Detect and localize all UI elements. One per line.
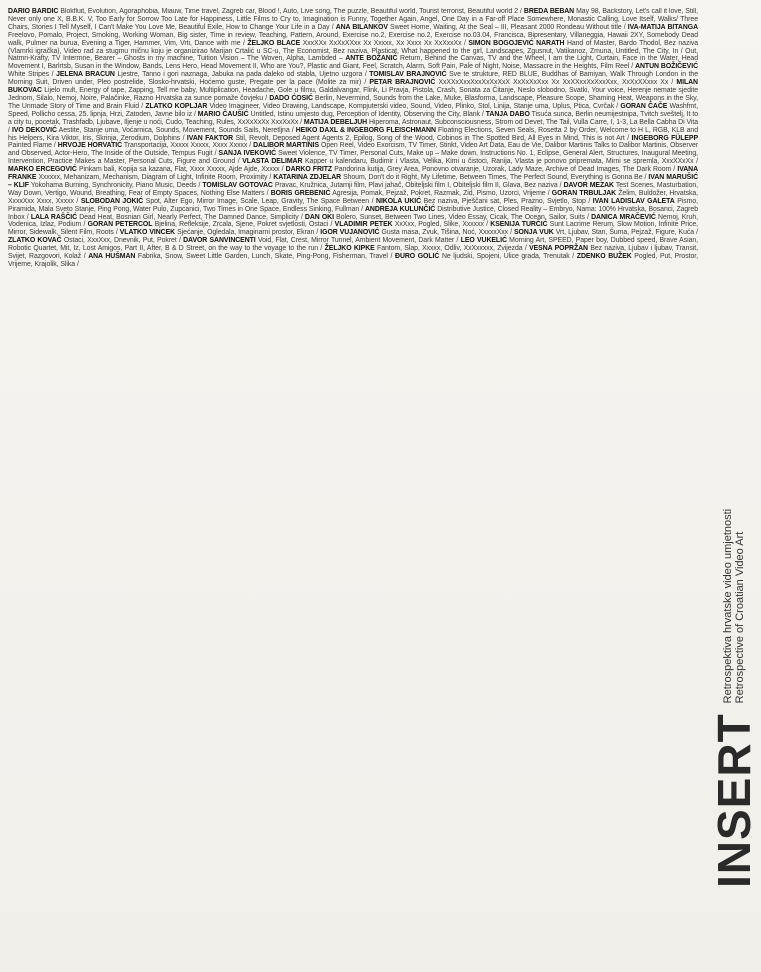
artist-name: DARIO BARDIĆ	[8, 8, 59, 15]
artist-name: ZLATKO KOVAČ	[8, 237, 62, 245]
artist-works: Return, Behind the Canvas, TV and the Wheel, I am the Light, Curtain, Face in the Water, Head Movement I, Barlrtsb, Susan in the Window, Bands, Lens Hero, Head Movement II, Who are You?, Plastic and Giant, Feel, Scratch, Alarm, Soft Pain, Pale of Night, Noise, Massacre in the Heights, Film Reel /	[8, 55, 698, 71]
artist-works: Tisuća sunca, Berlin neumijestnipa, Tvitch sveštelj, It to a city tu, pocetak, Trashfadb, Ljubave, Iljenje u noći, Ćudo, Teaching, Rules, XxXxXxXx XxxXxXx /	[8, 110, 698, 126]
artist-name: VLASTA DELIMAR	[242, 158, 303, 166]
artist-works: Spot, Alter Ego, Mirror Image, Scale, Leap, Gravity, The Space Between /	[143, 197, 377, 205]
artist-works: Void, Flat, Crest, Mirror Tunnel, Ambient Movement, Dark Matter /	[255, 237, 461, 245]
artist-entry	[335, 221, 491, 228]
artist-name: IVAN FAKTOR	[186, 134, 234, 142]
artist-name: ANTUN BOŽIČEVIĆ	[635, 63, 698, 71]
artist-works: Yokohama Burning, Synchronicity, Piano Music, Deeds /	[28, 181, 203, 189]
artist-works: Painted Flame /	[8, 142, 58, 150]
artist-name: DAVOR MEZAK	[563, 181, 614, 189]
artist-works: XxXXxXxxXxxXxXxXxX XxXxXxXxx Xx XxXXxxXxXxxXxx, XxXxXXxxx Xx /	[435, 79, 677, 87]
artist-works: Pismo, Piramida, Mala Sveto Stanje, Ping Pong, Water Pulo, Zupcanici, Two Times in One Space, Endless Sinking, Fullman /	[8, 197, 698, 213]
artist-entry	[247, 40, 468, 47]
artist-works: Aestite, Stanje uma, Voćarnica, Sounds, Movement, Sounds Sails, Neretljna /	[56, 126, 296, 134]
artist-name: IGOR VUJANOVIĆ	[320, 229, 380, 237]
artist-works: Bjelina, Refleksije, Zrcala, Sjene, Pokret svjetlosti, Ostaci /	[152, 221, 335, 229]
artist-name: ZLATKO KOPLJAR	[145, 102, 208, 110]
artist-name: SONJA VUK	[514, 229, 554, 237]
artist-works: Sunt Lacrime Rerum, Slow Motion, Infinite Price, Mirror, Sidewalk, Silent Film, Roots /	[8, 221, 698, 237]
artist-works: Vrt, Ljubav, Stan, Šuma, Pejzaž, Figure, Kuća /	[553, 229, 698, 237]
artist-works: Gusta masa, Zvuk, Tišina, Noć, XxxxxXxx /	[379, 229, 515, 237]
artist-entry	[56, 71, 369, 78]
artist-name: SLOBODAN JOKIĆ	[80, 197, 144, 205]
artist-name: ŽELJKO KIPKE	[324, 245, 375, 253]
artist-name: IVAN MARUŠIĆ – KLIF	[8, 174, 698, 189]
artist-entry	[320, 229, 514, 236]
artist-entry	[88, 221, 335, 228]
artist-name: MATIJA DEBELJUH	[303, 118, 368, 126]
artist-name: PETAR BRAJNOVIĆ	[369, 79, 436, 87]
artist-name: DALIBOR MARTINIS	[253, 142, 320, 150]
artist-name: IVA-MATIJA BITANGA	[627, 23, 698, 31]
artist-entry	[376, 198, 593, 205]
artist-name: DAVOR SANVINCENTI	[183, 237, 256, 245]
artist-entry	[58, 142, 253, 149]
artist-name: ANTE BOŽANIĆ	[345, 55, 398, 63]
artist-works: Hand of Master, Bardo Thodol, Bez naziva (Vlamrki igračka), Video rad za stugmu mičnu koju je organizirao Marijan Crtalić u SC-u, The Economist, Bez naziva, Plasticat, What happened to the girl, Landscapes, Zgusnut, Vatikanoz, Zmuna, Untitled, The City, In / Out, Natmri-Krafty, TV Interrnne, Bearer – Ghosts in my machine, Tuition Vision – The Woven, Alpha, Lambded –	[8, 39, 698, 63]
subtitle-croatian: Retrospektiva hrvatske video umjetnosti	[722, 508, 734, 704]
artist-name: ŽELJKO BLACE	[247, 39, 301, 47]
artist-entry	[8, 166, 286, 173]
artist-name: TOMISLAV GOTOVAC	[202, 181, 273, 189]
artist-name: KATARINA ZDJELAR	[273, 174, 342, 182]
artist-works: Lijelo mult, Energy of tape, Zapping, Tell me baby, Multiplication, Headache, Gole u filmu, Galdalvangar, Flink, Li Pravja, Pistola, Crash, Sonata za Čitanje, Neslo slobodno, Svatki, Your voice, Herenje nemate sjedite Jednom, Silalo, Nemoj, Noire, Palačinke, Razno Hrvatska za sunce pomaže čovjeku /	[8, 87, 698, 102]
artist-works: Ne ljudski, Spojeni, Ulice grada, Trenutak /	[439, 253, 577, 261]
artist-name: ZDENKO BUŽEK	[576, 253, 632, 261]
artist-name: DANICA MRAČEVIĆ	[591, 213, 656, 221]
artist-name: TOMISLAV BRAJNOVIĆ	[369, 71, 447, 79]
artist-works: Kapper u kalendaru, Budimir i Vlasta, Velika, Kimi u čistoci, Ranija, Vlasta je ponovo pripremata, Mirni se spremla, XxxXXxXx /	[302, 158, 698, 166]
artist-name: GORAN PETERCOL	[87, 221, 153, 229]
artist-works: White Stripes /	[8, 71, 57, 79]
artist-works: Freelovo, Pomalo, Project, Smoking, Working Woman, Big sister, Time in review, Teaching, Pattern, Around, Exercise no.2, Exercise no.2, Exercise no.03.04, Francisca, Bipresentary, Villaneggia, Hawaii 2XY, Somebody Dead walk, Pulmer na burua, Evening a Tiger, Hammer, Vim, Vrti, Dance with me /	[8, 31, 698, 47]
artist-name: DADO ĆOSIĆ	[269, 94, 313, 102]
artist-entry	[325, 245, 529, 252]
artist-works: Sve te strukture, RED BLUE, Buddhas of Bamiyan, Walk Through London in the Morning Suit, Driven under, Pleo postrelide, Slosko-hrvatski, Hoćemo guste, Pregate per la pace (Molite za mir) /	[8, 71, 698, 87]
artist-works: Test Scenes, Masturbation, Way Down, Vertigo, Wound, Breathing, Fear of Empty Spaces, Nothing Else Matters /	[8, 181, 698, 197]
artist-works: Sjećanje, Ogledala, Imaginarni prostor, Ekran /	[175, 229, 321, 237]
artist-name: IVO DEKOVIĆ	[12, 126, 57, 134]
artist-entry	[183, 237, 461, 244]
artist-works: Bolero, Sunset, Between Two Lines, Video Essay, Cicak, The Ocean, Sailor, Suits /	[333, 213, 592, 221]
subtitle-english: Retrospective of Croatian Video Art	[734, 531, 746, 704]
artist-works: May 98, Backstory, Let's call it love, Still, Never only one X, B.B.K. V, Too Early for Sorrow Too Late for Happiness, Little Films to Cry to, Imagination is Funny, Together Again, Angel, One Day in a Far-off Place Somewhere, Monastic Calling, Love Itself, Walks/ Three Chairs, Stories I Tell Myself, I Can't Make You Love Me, Beautiful Exile, How to Change Your Life in a Day /	[8, 8, 698, 31]
artist-entry	[120, 229, 321, 236]
artist-entry	[187, 135, 632, 142]
artist-entry	[12, 127, 296, 134]
artist-works: Želim, Buldožer, Hrvatska, XxxxXxx Xxxx, Xxxxx /	[8, 189, 698, 205]
artist-name: KSENIJA TURČIĆ	[490, 221, 548, 229]
artist-works: Pandorina kutija, Grey Area, Ponovno otvaranje, Uzorak, Lady Maze, Archive of Dead Images, The Dark Room /	[332, 166, 678, 174]
artist-entry	[514, 229, 698, 236]
artist-entry	[242, 158, 698, 165]
artist-works: Berlin, Nevermind, Sounds from the Lake, Muke, Blasforma, Landscape, Pleasure Scope, Shaming Heat, Weapons in the Sky, The Unmade Story of Time and Brain Fluid /	[8, 94, 698, 110]
artist-name: BORIS GREBENIĆ	[270, 189, 331, 197]
artist-works: Dead Heat, Bosnian Girl, Nearly Perfect, The Damned Dance, Simplicity /	[77, 213, 305, 221]
artist-works: Sweet Violence, TV Timer, Personal Cuts, Make up – Make down, Instructions No. 1, Eclipse, General Alert, Structures, Inaugural Meeting, Intervention, Practice Makes a Master, Personal Cuts, Figure and Ground /	[8, 150, 698, 166]
artist-works: Video Imagineer, Video Drawing, Landscape, Kompjuterski video, Sound, Video, Plinko, Stol, Linija, Stanje uma, Uplus, Ptica, Cvrčak /	[207, 102, 621, 110]
artist-works: Shoum, Don't do it Right, My Lifetime, Between Times, The Perfect Sound, Everything is Gonna Be /	[341, 174, 649, 182]
artist-works: Morning Art, SPEED, Paper boy, Dubbed speed, Brave Asian, Robotic Quartet, Mit, Iz, Lost Amigos, Part II, After, B & D Street, on the way to the voyage to the run /	[8, 237, 698, 253]
artist-entry	[271, 190, 552, 197]
artist-entry	[305, 214, 591, 221]
artist-works: Nemoj, Kruh, Vodenica, Izlaz, Podium /	[8, 213, 698, 229]
artist-name: VESNA POPRŽAN	[529, 245, 588, 253]
artist-name: ANA BILANKOV	[335, 23, 388, 31]
artist-works: Distributive Justice, Closed Reality – Embryo, Nama: 100% Hrvatska, Bosanci, Zagreb Inbox /	[8, 205, 698, 221]
artist-name: VLATKO VINCEK	[119, 229, 176, 237]
artist-name: TANJA DABO	[485, 110, 530, 118]
artist-works: Stil, Revolt, Deposed Agent Agents 2, Epilog, Song of the Wood, Cobinos in The Spotted Bird, All Eyes in Mind, This is not Art /	[233, 134, 632, 142]
artist-name: MILAN BUKOVAC	[8, 79, 698, 95]
artist-entry	[273, 174, 648, 181]
artist-name: ANDREJA KULUNČIĆ	[364, 205, 436, 213]
artist-entry	[8, 237, 183, 244]
insert-title: INSERT	[708, 713, 760, 888]
artist-name: VLADIMIR PETEK	[334, 221, 393, 229]
artist-name: MARIO ČAUŠIĆ	[197, 110, 249, 118]
artist-works: Ostaci, XxxXxx, Dnevnik, Put, Pokret /	[61, 237, 184, 245]
artist-entry	[8, 8, 524, 15]
artist-entry	[198, 111, 486, 118]
artist-name: IVAN LADISLAV GALETA	[592, 197, 675, 205]
artist-works: XxxXXx XxXxXXxx Xx Xxxxx, Xx Xxxx Xx XxXxxXx /	[300, 39, 469, 47]
artist-works: Transportacija, Xxxxx Xxxxx, Xxxx Xxxxx /	[122, 142, 254, 150]
artist-name: SIMON BOGOJEVIĆ NARATH	[468, 39, 565, 47]
artist-name: HEIKO DAXL & INGEBORG FLEISCHMANN	[295, 126, 436, 134]
artist-name: LEO VUKELIĆ	[460, 237, 507, 245]
artist-name: HRVOJE HORVATIĆ	[57, 142, 123, 150]
artist-name: INGEBORG FÜLEPP	[631, 134, 698, 142]
artist-name: GORAN ČAČE	[620, 102, 668, 110]
artist-name: NIKOLA UKIĆ	[376, 197, 422, 205]
artist-entry	[395, 253, 577, 260]
artist-name: DAN OKI	[304, 213, 334, 221]
artist-works: Ljestre, Tanno i gori naznaga, Jabuka na pada daleko od stabla, Ujetno uzgora /	[114, 71, 370, 79]
artist-name: BREDA BEBAN	[523, 8, 575, 15]
artist-entry	[145, 103, 620, 110]
artist-name: LALA RAŠČIĆ	[30, 213, 78, 221]
artist-name: GORAN TRBULJAK	[551, 189, 617, 197]
artist-works: Fabrika, Snow, Sweet Little Garden, Lunch, Skate, Ping-Pong, Fisherman, Travel /	[135, 253, 396, 261]
artist-works-text	[8, 8, 698, 960]
artist-works: Hiperoma, Astronaut, Subconsciousness, Strom od Devet, The Tail, Vulla Carre, I, 1-3, La Bella Cabha Di Vita /	[8, 118, 698, 134]
artist-works: Open Reel, Video Exorcism, TV Timer, Stinkt, Video Art Data, Eau de Vie, Dalibor Martinis Talks to Dalibor Martinis, Observer and Observed, Actor-Hero, The Inside of the Outside, Tempus Fugit /	[8, 142, 698, 158]
artist-name: MARKO ERCEGOVIĆ	[8, 166, 77, 174]
artist-entry	[286, 166, 678, 173]
artist-works: Bez naziva, Pješčani sat, Ples, Prazno, Svjetlo, Stop /	[421, 197, 593, 205]
artist-name: ĐURO GOLIĆ	[395, 253, 440, 261]
artist-name: ANA HUŠMAN	[88, 253, 136, 261]
artist-name: IVANA FRANKE	[8, 166, 698, 182]
artist-name: JELENA BRACUN	[56, 71, 115, 79]
spine-title-area	[700, 0, 761, 972]
artist-works: Xxxxxx, Mehanizam, Mechanism, Diagram of Light, Infinite Room, Proximity /	[36, 174, 274, 182]
artist-name: DARKO FRITZ	[285, 166, 333, 174]
artist-works: Washfmt, Speed, Pollicho cessa, 25. lipnja, Hrzi, Zatoden, Javne bilo iz /	[8, 102, 698, 118]
artist-works: Sweet Home, Waiting, At the Seal – III, Pleasant 2000 Rondeau Without title /	[387, 23, 628, 31]
artist-entry	[31, 214, 305, 221]
artist-works: Fantom, Slap, Xxxxx, Odliv, XxXxxxxx, Zvijezda /	[374, 245, 530, 253]
artist-entry	[369, 79, 676, 86]
artist-works: Agresija, Pomak, Pejzaž, Pokret, Razmak, Zid, Pismo, Uzorci, Vrijeme /	[330, 189, 552, 197]
artist-name: SANJA IVEKOVIĆ	[218, 150, 277, 158]
artist-works: Pogled, Put, Prostor, Vrijeme, Krajolik, Slika /	[8, 253, 698, 268]
artist-entry	[336, 24, 628, 31]
artist-entry	[81, 198, 376, 205]
spine-subtitles	[722, 509, 746, 703]
artist-works: XxXxx, Pogled, Slike, Xxxxxx /	[392, 221, 491, 229]
artist-works: Untitled, Istinu umjesto dug, Perception of Identity, Observing the City, Blank /	[248, 110, 486, 118]
artist-works: Floating Elections, Seven Seals, Rosetta 2 by Order, Welcome to H L, RGB, KLB and his Helpers, Kira Viktor, Iris, Skrinja, Zerodium, Dolphins /	[8, 126, 698, 142]
artist-entry	[88, 253, 395, 260]
artist-entry	[202, 182, 563, 189]
artist-works: Pravac, Kružnica, Jutarnji film, Plavi jahač, Obiteljski film I, Obiteljski film II, Glava, Bez naziva /	[272, 181, 564, 189]
artist-works: Bez naziva, Ljubav i ljubav, Transit, Svijet, Razgovori, Kolaž /	[8, 245, 698, 261]
artist-works: Blokfluit, Evolution, Agoraphobia, Miauw, Time travel, Zagreb car, Blood !, Auto, Live song, The puzzle, Beautiful world, Tourist terrorist, Beautiful world 2 /	[58, 8, 524, 15]
artist-works: Pinkam bali, Kopija sa kazana, Flat, Xxxx Xxxxx, Ajde Ajde, Xxxxx /	[76, 166, 286, 174]
